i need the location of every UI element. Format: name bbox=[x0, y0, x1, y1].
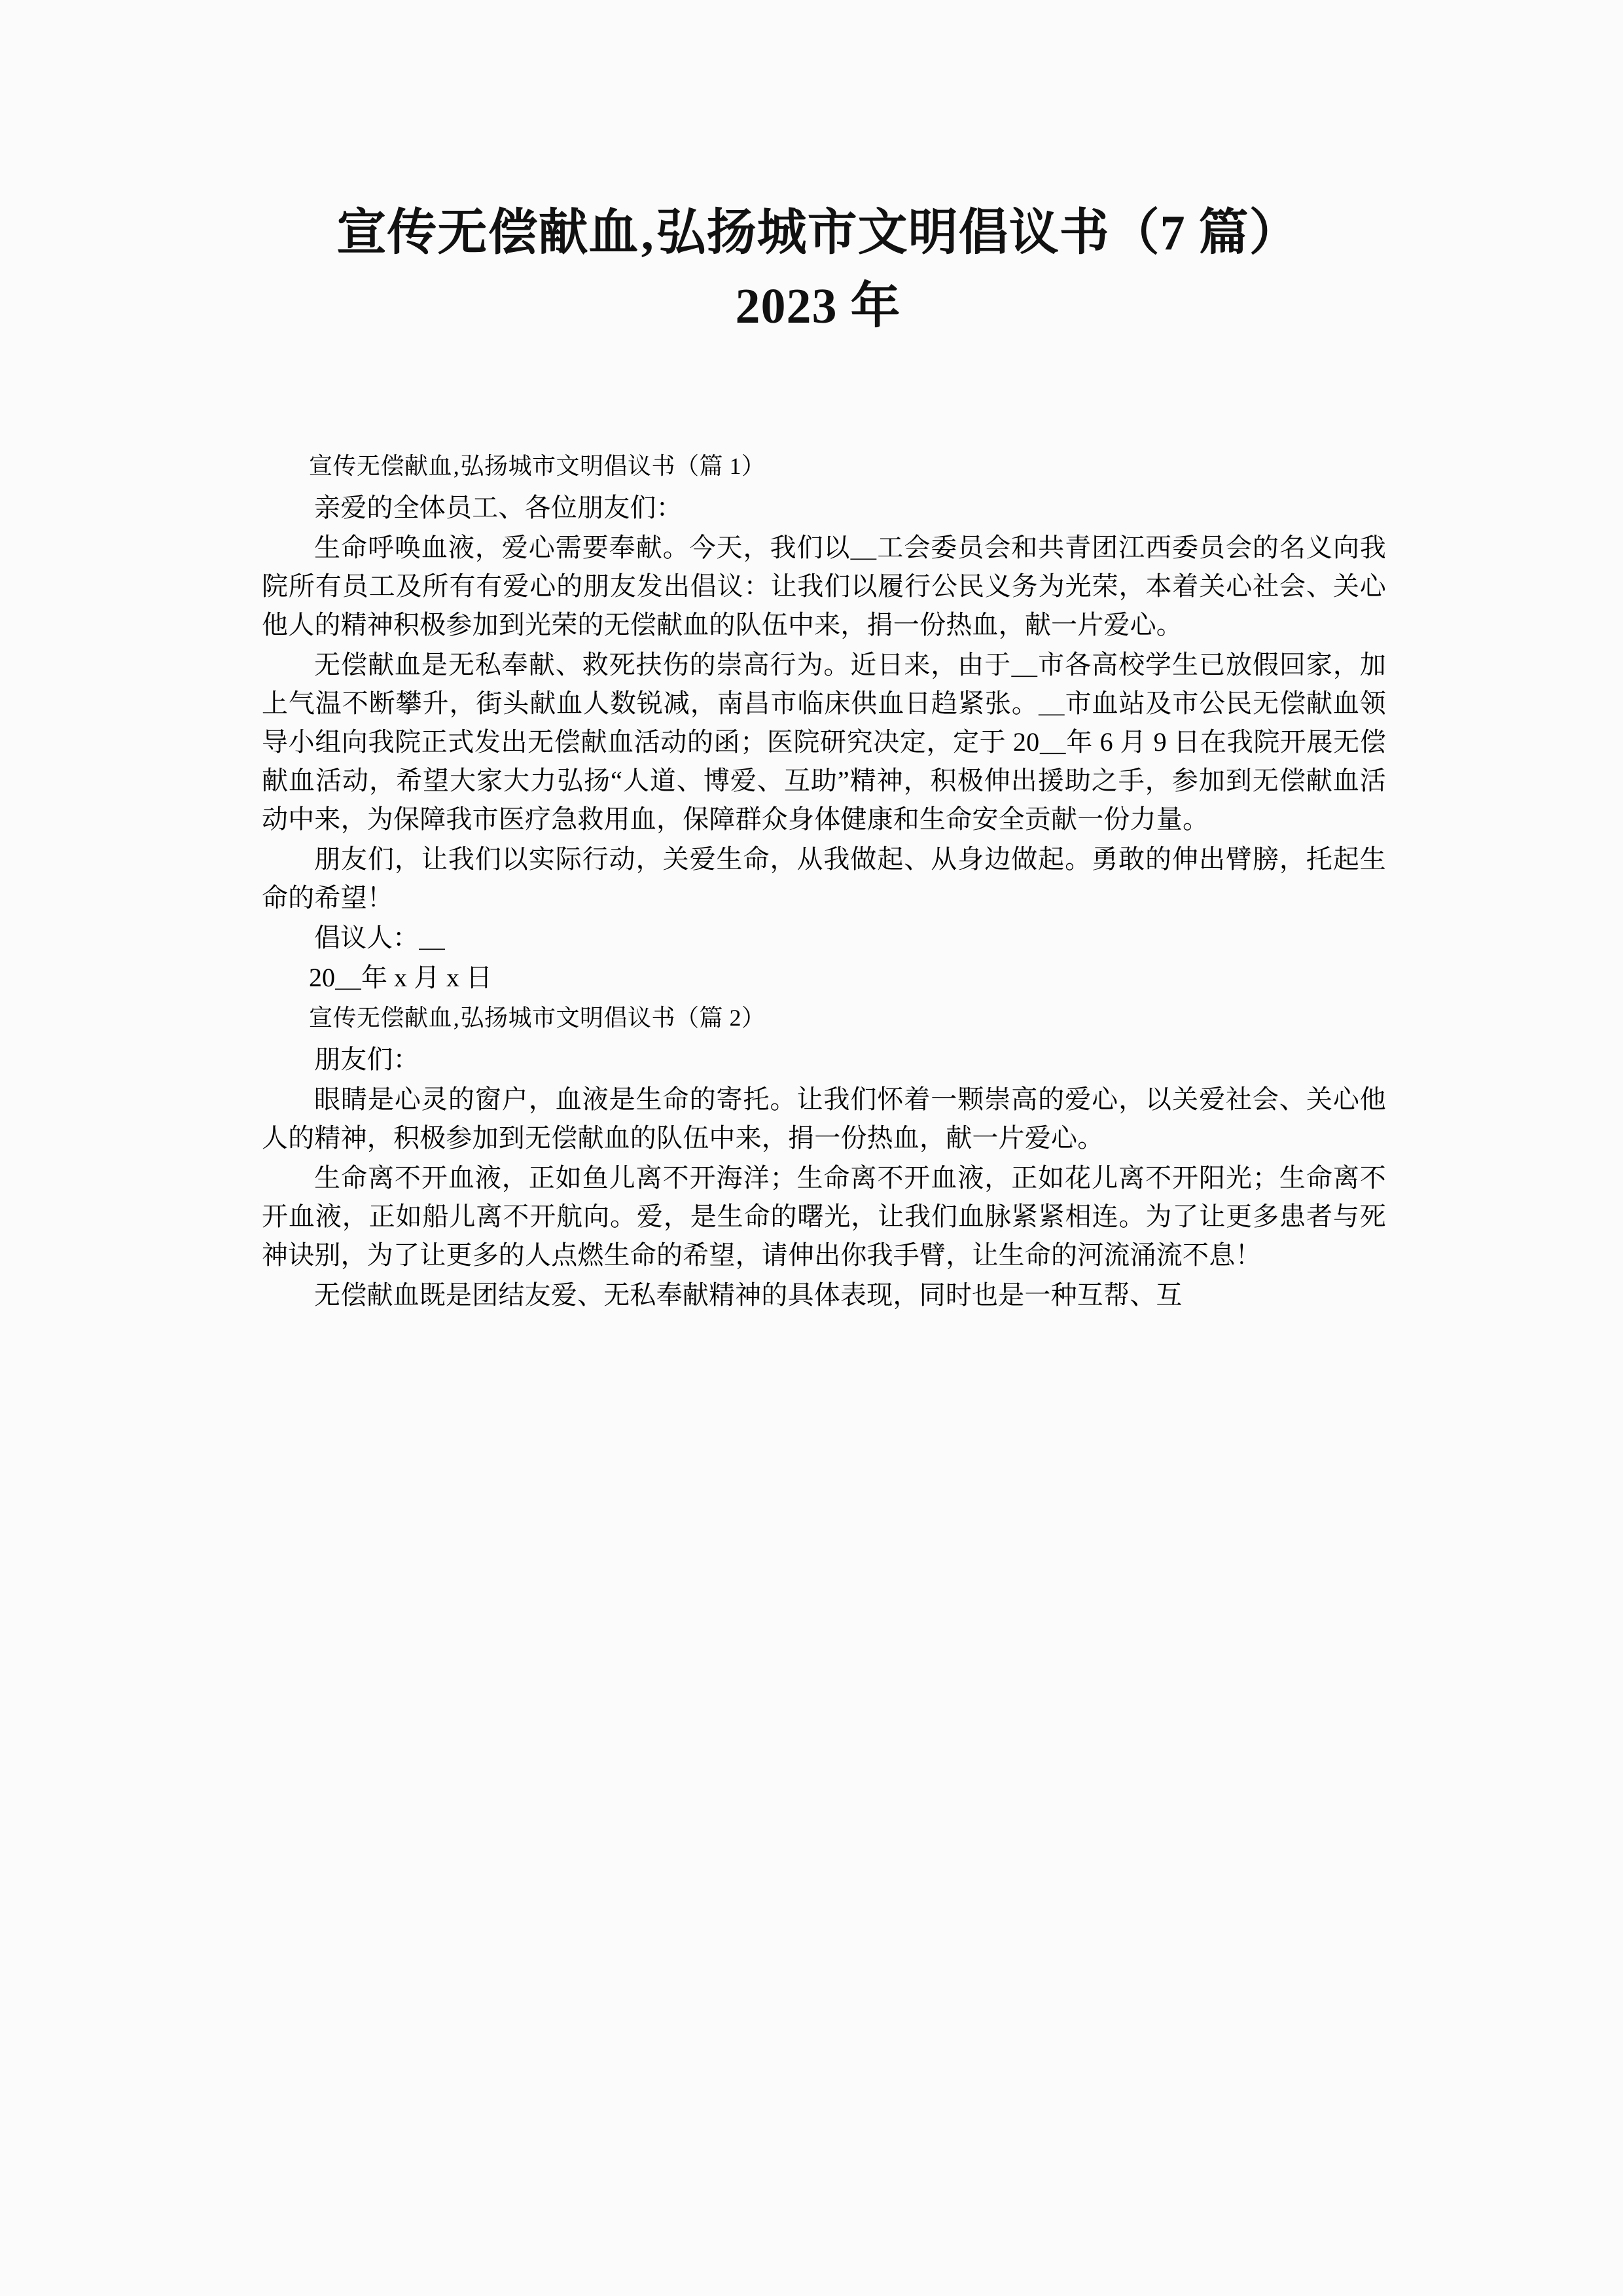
date-line: 20＿年 x 月 x 日 bbox=[309, 963, 492, 992]
page-title-line-2: 2023 年 bbox=[735, 279, 901, 334]
paragraph-2-1: 眼睛是心灵的窗户，血液是生命的寄托。让我们怀着一颗崇高的爱心，以关爱社会、关心他人的精神，积极参加到无偿献血的队伍中来，捐一份热血，献一片爱心。 bbox=[262, 1085, 1386, 1153]
salutation-1: 亲爱的全体员工、各位朋友们： bbox=[314, 493, 683, 522]
paragraph-1-2: 无偿献血是无私奉献、救死扶伤的崇高行为。近日来，由于＿市各高校学生已放假回家，加上气温不断攀升，街头献血人数锐减，南昌市临床供血日趋紧张。＿市血站及市公民无偿献血领导小组向我院正式发出无偿献血活动的函；医院研究决定，定于 20＿年 6 月 9 日在我院开展无偿献血活动，希望大家大力弘扬“人道、博爱、互助”精神，积极伸出援助之手，参加到无偿献血活动中来，为保障我市医疗急救用血，保障群众身体健康和生命安全贡献一份力量。 bbox=[262, 650, 1386, 834]
section-heading-2: 宣传无偿献血‚弘扬城市文明倡议书（篇 2） bbox=[309, 1005, 766, 1031]
paragraph-1-3: 朋友们，让我们以实际行动，关爱生命，从我做起、从身边做起。勇敢的伸出臂膀，托起生命的希望！ bbox=[262, 844, 1386, 912]
salutation-2: 朋友们： bbox=[314, 1045, 419, 1074]
proposer-line: 倡议人：＿ bbox=[314, 923, 445, 952]
paragraph-2-2: 生命离不开血液，正如鱼儿离不开海洋；生命离不开血液，正如花儿离不开阳光；生命离不开血液，正如船儿离不开航向。爱，是生命的曙光，让我们血脉紧紧相连。为了让更多患者与死神诀别，为了让更多的人点燃生命的希望，请伸出你我手臂，让生命的河流涌流不息！ bbox=[262, 1163, 1386, 1270]
page-title bbox=[249, 196, 1387, 343]
paragraph-2-3: 无偿献血既是团结友爱、无私奉献精神的具体表现，同时也是一种互帮、互 bbox=[314, 1280, 1183, 1310]
section-heading-1: 宣传无偿献血‚弘扬城市文明倡议书（篇 1） bbox=[309, 453, 766, 479]
document-body bbox=[262, 446, 1386, 1316]
page-title-line-1: 宣传无偿献血‚弘扬城市文明倡议书（7 篇） bbox=[336, 206, 1300, 260]
paragraph-1-1: 生命呼唤血液，爱心需要奉献。今天，我们以＿工会委员会和共青团江西委员会的名义向我院所有员工及所有有爱心的朋友发出倡议：让我们以履行公民义务为光荣，本着关心社会、关心他人的精神积极参加到光荣的无偿献血的队伍中来，捐一份热血，献一片爱心。 bbox=[262, 533, 1386, 639]
